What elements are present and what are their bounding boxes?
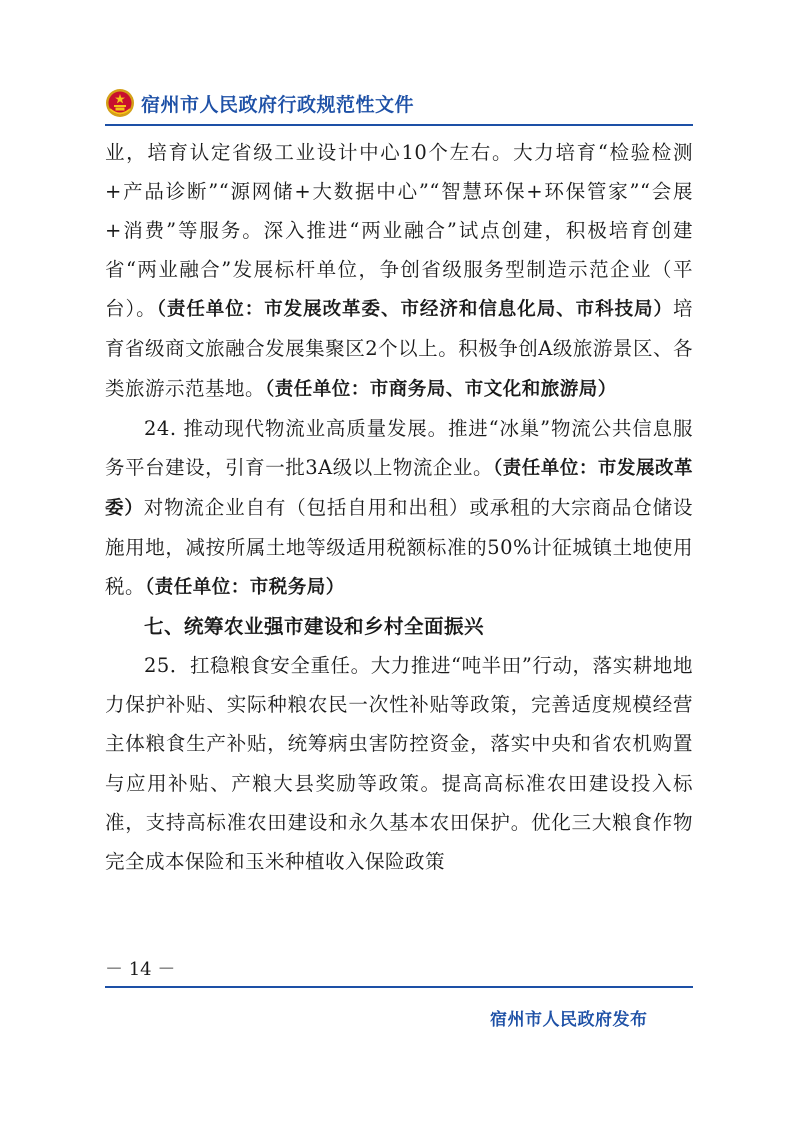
section-heading: 七、统筹农业强市建设和乡村全面振兴: [144, 615, 485, 639]
paragraph-text: 业，培育认定省级工业设计中心10个左右。大力培育“检验检测+产品诊断”“源网储+大数据中心”“智慧环保+环保管家”“会展+消费”等服务。深入推进“两业融合”试点创建，积极培育创建省“两业融合”发展标杆单位，争创省级服务型制造示范企业（平台）。: [105, 141, 693, 321]
item-lead: 24. 推动现代物流业高质量发展。: [144, 416, 448, 440]
responsible-units: （责任单位：市商务局、市文化和旅游局）: [265, 378, 617, 400]
paragraph-item-25: [105, 646, 693, 881]
document-body: [105, 133, 693, 881]
page-number: － 14 －: [105, 959, 176, 980]
responsible-units: （责任单位：市税务局）: [145, 577, 345, 599]
paragraph-text: 对物流企业自有（包括自用和出租）或承租的大宗商品仓储设施用地，减按所属土地等级适用税额标准的50%计征城镇土地使用税。: [105, 495, 693, 599]
paragraph-item-24: [105, 409, 693, 607]
item-lead: 25．扛稳粮食安全重任。: [144, 654, 371, 678]
paragraph-continuation: [105, 133, 693, 409]
responsible-units: （责任单位：市发展改革委）: [105, 457, 693, 519]
header-divider: [105, 124, 693, 126]
footer-divider: [105, 986, 693, 988]
responsible-units: （责任单位：市发展改革委、市经济和信息化局、市科技局）: [156, 299, 673, 321]
national-emblem-icon: [105, 88, 135, 118]
paragraph-text: 培育省级商文旅融合发展集聚区2个以上。积极争创A级旅游景区、各类旅游示范基地。: [105, 297, 693, 400]
paragraph-text: 大力推进“吨半田”行动，落实耕地地力保护补贴、实际种粮农民一次性补贴等政策，完善适度规模经营主体粮食生产补贴，统筹病虫害防控资金，落实中央和省农机购置与应用补贴、产粮大县奖励等政策。提高高标准农田建设投入标准，支持高标准农田建设和永久基本农田保护。优化三大粮食作物完全成本保险和玉米种植收入保险政策: [105, 654, 693, 873]
paragraph-text: 推进“冰巢”物流公共信息服务平台建设，引育一批3A级以上物流企业。: [105, 416, 693, 479]
footer-publisher: 宿州市人民政府发布: [490, 1010, 648, 1030]
document-header: [105, 86, 414, 120]
header-title: 宿州市人民政府行政规范性文件: [141, 93, 415, 116]
